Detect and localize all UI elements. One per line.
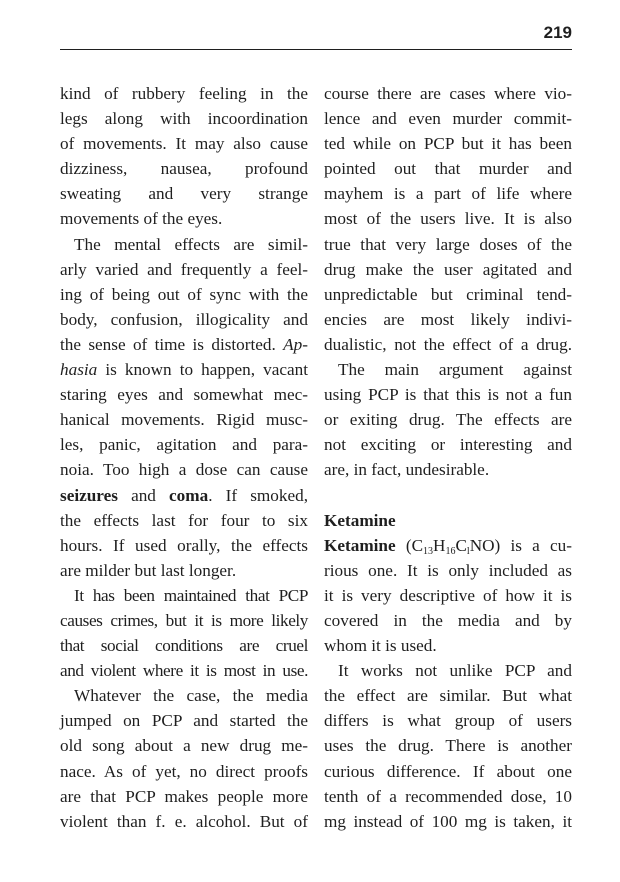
text-line: and violent where it is most in use. <box>60 661 308 681</box>
subscript: l <box>466 545 470 557</box>
text-line: les, panic, agitation and para- <box>60 435 308 455</box>
paragraph <box>60 683 308 834</box>
text-line: pointed out that murder and <box>324 159 572 179</box>
text-line: ted while on PCP but it has been <box>324 134 572 154</box>
text-line: tenth of a recommended dose, 10 <box>324 786 572 806</box>
formula-element: C <box>455 535 467 555</box>
text-line: mayhem is a part of life where <box>324 184 572 204</box>
text-line: The main argument against <box>338 360 572 380</box>
text-line: of movements. It may also cause <box>60 134 308 154</box>
paragraph <box>324 533 572 658</box>
paragraph <box>60 81 308 232</box>
paragraph <box>324 658 572 834</box>
text-line: uses the drug. There is another <box>324 736 572 756</box>
section-heading: Ketamine <box>324 510 396 530</box>
text-line: causes crimes, but it is more likely <box>60 610 308 630</box>
text-line: Whatever the case, the media <box>74 686 308 706</box>
text-line: sweating and very strange <box>60 184 308 204</box>
text-line: dizziness, nausea, profound <box>60 159 308 179</box>
text-line: that social conditions are cruel <box>60 636 308 656</box>
left-column <box>60 81 308 834</box>
section-gap <box>324 483 572 508</box>
text-run: and <box>117 485 170 505</box>
text-line: encies are most likely indivi- <box>324 309 572 329</box>
text-run: NO) is a cu- <box>469 535 572 555</box>
text-line: movements of the eyes. <box>60 209 223 229</box>
text-line: hanical movements. Rigid musc- <box>60 410 308 430</box>
text-line: jumped on PCP and started the <box>60 711 308 731</box>
text-line: body, confusion, illogicality and <box>60 309 308 329</box>
right-column <box>324 81 572 834</box>
text-line: the effects last for four to six <box>60 510 308 530</box>
italic-term: hasia <box>60 360 98 380</box>
text-line: whom it is used. <box>324 636 437 656</box>
paragraph <box>324 81 572 357</box>
text-line: hours. If used orally, the effects <box>60 535 308 555</box>
text-line <box>324 533 572 558</box>
bold-term: seizures <box>60 485 118 505</box>
text-line: are that PCP makes people more <box>60 786 308 806</box>
text-run: . If smoked, <box>208 485 308 505</box>
paragraph <box>60 583 308 683</box>
text-line: violent than f. e. alcohol. But of <box>60 811 308 831</box>
formula-open: (C <box>395 535 424 555</box>
text-line: are, in fact, undesirable. <box>324 460 490 480</box>
bold-term: Ketamine <box>324 535 396 555</box>
subscript: 13 <box>423 545 434 557</box>
paragraph <box>60 232 308 583</box>
text-line: differs is what group of users <box>324 711 572 731</box>
bold-term: coma <box>169 485 209 505</box>
formula-element: H <box>433 535 446 555</box>
text-line: unpredictable but criminal tend- <box>324 284 572 304</box>
text-line: covered in the media and by <box>324 610 572 630</box>
text-line: noia. Too high a dose can cause <box>60 460 308 480</box>
text-line: are milder but last longer. <box>60 560 237 580</box>
italic-term: Ap- <box>283 334 308 354</box>
subscript: 16 <box>445 545 456 557</box>
header-rule <box>60 49 572 50</box>
text-line: The mental effects are simil- <box>74 234 308 254</box>
text-line: rious one. It is only included as <box>324 560 572 580</box>
text-line: It works not unlike PCP and <box>338 661 572 681</box>
text-line: using PCP is that this is not a fun <box>324 385 572 405</box>
text-line: true that very large doses of the <box>324 234 572 254</box>
text-line: the effect are similar. But what <box>324 686 572 706</box>
text-line: old song about a new drug me- <box>60 736 308 756</box>
page-number: 219 <box>543 23 572 42</box>
text-line: it is very descriptive of how it is <box>324 585 572 605</box>
text-line: curious difference. If about one <box>324 761 572 781</box>
text-line: lence and even murder commit- <box>324 109 572 129</box>
paragraph <box>324 357 572 482</box>
text-line: ing of being out of sync with the <box>60 284 308 304</box>
text-line: staring eyes and somewhat mec- <box>60 385 308 405</box>
text-line: or exiting drug. The effects are <box>324 410 572 430</box>
text-line: dualistic, not the effect of a drug. <box>324 334 572 354</box>
text-line <box>60 332 308 357</box>
text-line: kind of rubbery feeling in the <box>60 84 308 103</box>
text-run: is known to happen, vacant <box>97 360 308 380</box>
text-line <box>60 357 308 382</box>
text-run: the sense of time is distorted. <box>60 334 284 354</box>
text-line: drug make the user agitated and <box>324 259 572 279</box>
text-line: course there are cases where vio- <box>324 84 572 103</box>
text-line: not exciting or interesting and <box>324 435 572 455</box>
text-line: nace. As of yet, no direct proofs <box>60 761 308 781</box>
text-line: most of the users live. It is also <box>324 209 572 229</box>
text-line: It has been maintained that PCP <box>74 585 308 605</box>
text-line <box>60 483 308 508</box>
text-line: arly varied and frequently a feel- <box>60 259 308 279</box>
text-line: legs along with incoordination <box>60 109 308 129</box>
text-line: mg instead of 100 mg is taken, it <box>324 811 572 831</box>
